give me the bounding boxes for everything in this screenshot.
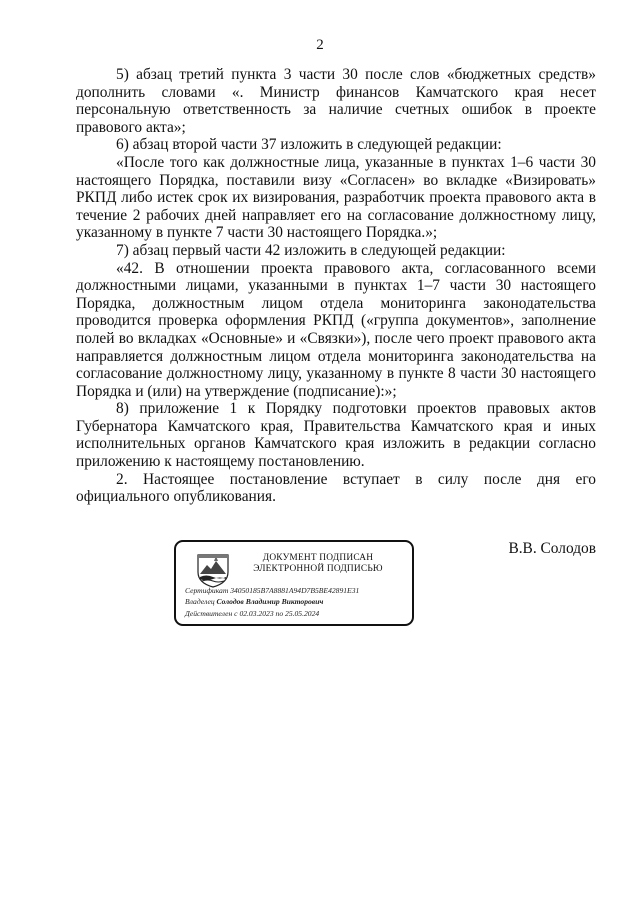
- paragraph-item-6-text: «После того как должностные лица, указанные в пунктах 1–6 части 30 настоящего Порядка, поставили визу «Согласен» во вкладке «Визировать» РКПД либо истек срок их визирования, разработчик проекта правового акта в течение 2 рабочих дней направляет его на согласование должностному лицу, указанному в пункте 7 части 30 настоящего Порядка.»;: [76, 153, 596, 242]
- owner-value: Солодов Владимир Викторович: [216, 597, 324, 606]
- paragraph-item-8: 8) приложение 1 к Порядку подготовки проектов правовых актов Губернатора Камчатского края, Правительства Камчатского края и иных исполнительных органов Камчатского края изложить в редакции согласно приложению к настоящему постановлению.: [76, 400, 596, 471]
- document-body: [76, 66, 596, 506]
- valid-to: 25.05.2024: [285, 609, 320, 618]
- certificate-label: Сертификат: [185, 586, 229, 595]
- stamp-heading-line1: ДОКУМЕНТ ПОДПИСАН: [262, 553, 374, 563]
- valid-from: 02.03.2023: [239, 609, 274, 618]
- paragraph-item-7-text: «42. В отношении проекта правового акта, согласованного всеми должностными лицами, указанными в пунктах 1–7 части 30 настоящего Порядка, должностным лицом отдела мониторинга законодательства проводится проверка оформления РКПД («группа документов», заполнение полей во вкладках «Основные» и «Связки»), после чего проект правового акта направляется должностным лицом отдела мониторинга законодательства на согласование должностному лицу, указанному в пункте 8 части 30 настоящего Порядка и (или) на утверждение (подписание):»;: [76, 259, 596, 400]
- stamp-heading: [232, 553, 404, 575]
- stamp-validity-line: [185, 609, 411, 618]
- owner-label: Владелец: [185, 597, 215, 606]
- validity-label: Действителен с: [185, 609, 238, 618]
- stamp-certificate-line: [185, 586, 411, 595]
- paragraph-clause-2: 2. Настоящее постановление вступает в силу после дня его официального опубликования.: [76, 470, 596, 506]
- paragraph-item-6: 6) абзац второй части 37 изложить в следующей редакции:: [116, 136, 502, 154]
- certificate-value: 34050185B7A8881A94D7B5BE42891E31: [230, 586, 360, 595]
- electronic-signature-stamp: [174, 540, 414, 626]
- signer-name: В.В. Солодов: [508, 540, 596, 557]
- validity-to-label: по: [275, 609, 284, 618]
- paragraph-item-7: 7) абзац первый части 42 изложить в следующей редакции:: [116, 241, 506, 259]
- page-number: 2: [316, 37, 324, 53]
- stamp-owner-line: [185, 597, 411, 606]
- stamp-heading-line2: ЭЛЕКТРОННОЙ ПОДПИСЬЮ: [253, 564, 383, 574]
- coat-of-arms-icon: [196, 552, 230, 588]
- paragraph-item-5: 5) абзац третий пункта 3 части 30 после слов «бюджетных средств» дополнить словами «. Министр финансов Камчатского края несет персональную ответственность за наличие счетных ошибок в проекте правового акта»;: [76, 66, 596, 136]
